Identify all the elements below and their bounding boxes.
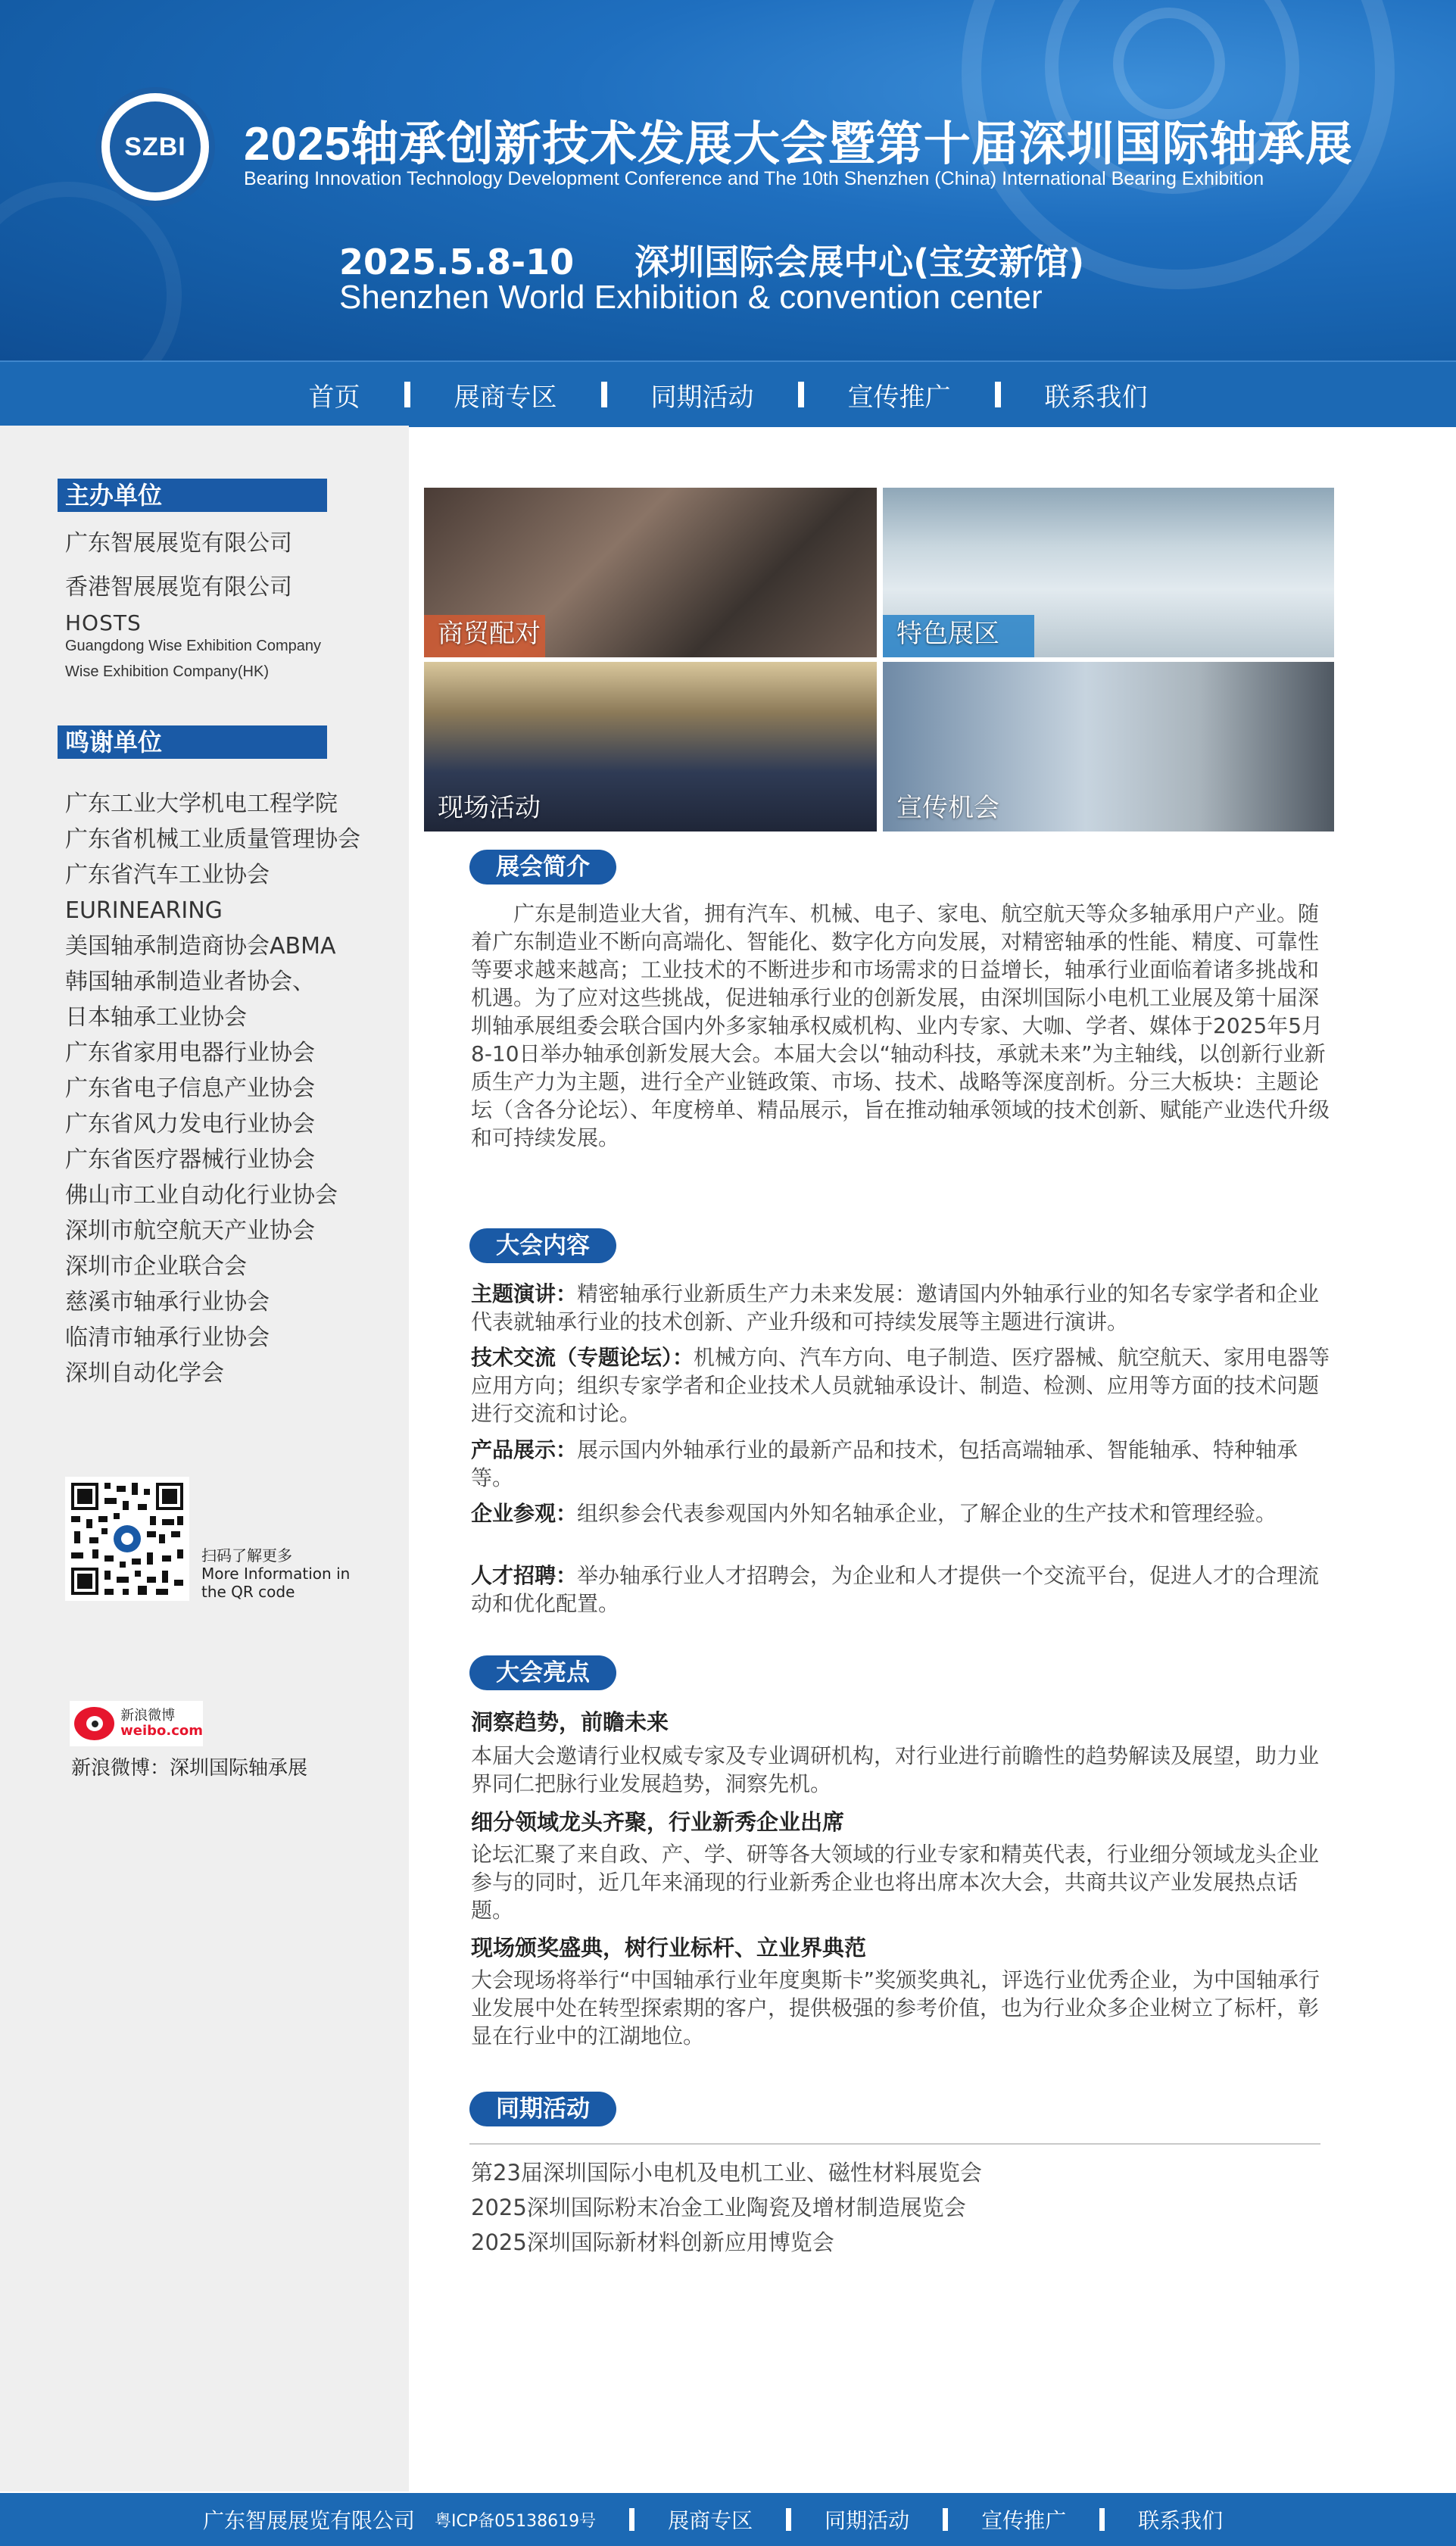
footer-link-contact[interactable]: 联系我们 [1138,2508,1224,2533]
highlight-text: 论坛汇聚了来自政、产、学、研等各大领域的行业专家和精英代表，行业细分领域龙头企业参与的同时，近几年来涌现的行业新秀企业也将出席本次大会，共商共议产业发展热点话题。 [471,1842,1320,1923]
footer-link-promotion[interactable]: 宣传推广 [981,2508,1067,2533]
thanks-item: 慈溪市轴承行业协会 [65,1289,270,1315]
intro-text: 广东是制造业大省，拥有汽车、机械、电子、家电、航空航天等众多轴承用户产业。随着广东制造业不断向高端化、智能化、数字化方向发展，对精密轴承的性能、精度、可靠性等要求越来越高；工业技术的不断进步和市场需求的日益增长，轴承行业面临着诸多挑战和机遇。为了应对这些挑战，促进轴承行业的创新发展，由深圳国际小电机工业展及第十届深圳轴承展组委会联合国内外多家轴承权威机构、业内专家、大咖、学者、媒体于2025年5月8-10日举办轴承创新发展大会。本届大会以“轴动科技，承就未来”为主轴线，以创新行业新质生产力为主题，进行全产业链政策、市场、技术、战略等深度剖析。分三大板块：主题论坛（含各分论坛）、年度榜单、精品展示，旨在推动轴承领域的技术创新、赋能产业迭代升级和可持续发展。 [471,901,1330,1150]
weibo-account[interactable]: 新浪微博：深圳国际轴承展 [71,1757,308,1780]
highlight-title: 现场颁奖盛典，树行业标杆、立业界典范 [471,1935,867,1961]
thanks-list [65,786,360,1391]
intro-heading: 展会简介 [469,850,616,885]
content-item: 技术交流（专题论坛）：机械方向、汽车方向、电子制造、医疗器械、航空航天、家用电器等应用方向；组织专家学者和企业技术人员就轴承设计、制造、检测、应用等方面的技术问题进行交流和讨论。 [471,1345,1330,1426]
activity-item[interactable]: 2025深圳国际新材料创新应用博览会 [471,2229,834,2255]
event-date: 2025.5.8-10 [339,242,575,282]
thanks-item: 深圳市企业联合会 [65,1253,247,1280]
host-item: 广东智展展览有限公司 [65,530,292,557]
footer-icp[interactable]: 粤ICP备05138619号 [435,2511,597,2531]
footer-separator [943,2508,948,2531]
thanks-item: 临清市轴承行业协会 [65,1324,270,1351]
event-venue-en: Shenzhen World Exhibition & convention center [339,279,1043,316]
footer-separator [629,2508,634,2531]
main-nav [0,360,1456,427]
highlight-title: 洞察趋势，前瞻未来 [471,1709,669,1735]
weibo-logo-text: 新浪微博 [120,1708,176,1724]
activity-item[interactable]: 第23届深圳国际小电机及电机工业、磁性材料展览会 [471,2160,982,2186]
nav-activities[interactable]: 同期活动 [650,382,754,413]
hosts-heading: 主办单位 [58,479,327,512]
sidebar [0,426,409,2491]
thanks-item: 日本轴承工业协会 [65,1004,247,1031]
nav-separator [995,382,1001,407]
qr-code[interactable] [65,1477,189,1601]
photo-caption: 特色展区 [896,619,999,649]
hosts-en-label: HOSTS [65,610,142,635]
activities-heading: 同期活动 [469,2092,616,2126]
photo-promotion[interactable] [883,662,1334,832]
thanks-item: 广东省电子信息产业协会 [65,1075,315,1102]
qr-caption-line: 扫码了解更多 [201,1546,292,1565]
highlight-text: 本届大会邀请行业权威专家及专业调研机构，对行业进行前瞻性的趋势解读及展望，助力业界同仁把脉行业发展趋势，洞察先机。 [471,1743,1320,1796]
header-banner [0,0,1456,360]
host-item: 香港智展展览有限公司 [65,574,292,601]
thanks-item: 广东省家用电器行业协会 [65,1040,315,1066]
photo-business-matching[interactable] [424,488,877,657]
event-venue: 深圳国际会展中心(宝安新馆) [634,242,1085,282]
qr-caption [201,1546,350,1601]
nav-exhibitors[interactable]: 展商专区 [454,382,557,413]
footer-separator [1099,2508,1105,2531]
nav-separator [404,382,410,407]
content-label: 技术交流（专题论坛）： [471,1345,694,1370]
weibo-icon [74,1707,114,1740]
content-label: 企业参观： [471,1501,578,1526]
photo-onsite-events[interactable] [424,662,877,832]
activities-list [471,2155,982,2260]
thanks-item: 广东省医疗器械行业协会 [65,1147,315,1173]
content-item: 产品展示：展示国内外轴承行业的最新产品和技术，包括高端轴承、智能轴承、特种轴承等。 [471,1437,1299,1490]
thanks-item: 广东省风力发电行业协会 [65,1111,315,1137]
qr-caption-line: More Information in [201,1565,351,1583]
nav-contact[interactable]: 联系我们 [1044,382,1148,413]
thanks-item: 广东省机械工业质量管理协会 [65,826,360,853]
content-label: 人才招聘： [471,1563,578,1588]
footer [0,2493,1456,2546]
photo-featured-zone[interactable] [883,488,1334,657]
logo-text: SZBI [110,101,201,192]
activity-item[interactable]: 2025深圳国际粉末冶金工业陶瓷及增材制造展览会 [471,2195,966,2220]
footer-link-activities[interactable]: 同期活动 [825,2508,910,2533]
highlight-text: 大会现场将举行“中国轴承行业年度奥斯卡”奖颁奖典礼，评选行业优秀企业，为中国轴承行业发展中处在转型探索期的客户，提供极强的参考价值，也为行业众多企业树立了标杆，彰显在行业中的江湖地位。 [471,1967,1320,2048]
nav-separator [601,382,607,407]
thanks-item: EURINEARING [65,897,223,924]
nav-promotion[interactable]: 宣传推广 [847,382,951,413]
nav-separator [798,382,804,407]
gear-decoration [0,182,182,360]
thanks-item: 佛山市工业自动化行业协会 [65,1182,338,1209]
photo-caption: 现场活动 [438,793,541,823]
thanks-item: 韩国轴承制造业者协会、 [65,969,315,995]
host-en-item: Guangdong Wise Exhibition Company [65,638,321,654]
content-item: 企业参观：组织参会代表参观国内外知名轴承企业，了解企业的生产技术和管理经验。 [471,1501,1277,1526]
event-date-venue [339,235,1084,285]
thanks-item: 深圳自动化学会 [65,1360,224,1387]
footer-link-exhibitors[interactable]: 展商专区 [668,2508,753,2533]
photo-caption: 宣传机会 [896,793,999,823]
highlight-title: 细分领域龙头齐聚，行业新秀企业出席 [471,1809,845,1835]
thanks-item: 广东工业大学机电工程学院 [65,791,338,817]
thanks-item: 深圳市航空航天产业协会 [65,1218,315,1244]
thanks-item: 美国轴承制造商协会ABMA [65,933,336,959]
thanks-heading: 鸣谢单位 [58,725,327,759]
content-item: 人才招聘：举办轴承行业人才招聘会，为企业和人才提供一个交流平台，促进人才的合理流动和优化配置。 [471,1563,1320,1616]
gear-decoration [1113,8,1225,120]
divider [469,2143,1320,2145]
page-title: 2025轴承创新技术发展大会暨第十届深圳国际轴承展 [244,118,1353,170]
photo-grid [424,488,1334,832]
content-item: 主题演讲：精密轴承行业新质生产力未来发展：邀请国内外轴承行业的知名专家学者和企业代表就轴承行业的技术创新、产业升级和可持续发展等主题进行演讲。 [471,1281,1320,1334]
content-label: 产品展示： [471,1437,578,1462]
page-title-en: Bearing Innovation Technology Development Conference and The 10th Shenzhen (China) International Bearing Exhibition [244,168,1264,189]
szbi-logo[interactable] [95,87,215,207]
thanks-item: 广东省汽车工业协会 [65,862,270,888]
weibo-logo[interactable] [70,1701,203,1746]
host-en-item: Wise Exhibition Company(HK) [65,663,269,680]
nav-home[interactable]: 首页 [308,382,360,413]
content-heading: 大会内容 [469,1228,616,1263]
qr-caption-line: the QR code [201,1583,295,1601]
highlights-heading: 大会亮点 [469,1655,616,1690]
footer-separator [786,2508,791,2531]
footer-company: 广东智展展览有限公司 [203,2508,416,2533]
weibo-domain: weibo.com [120,1723,203,1739]
content-label: 主题演讲： [471,1281,578,1306]
photo-caption: 商贸配对 [438,619,541,649]
